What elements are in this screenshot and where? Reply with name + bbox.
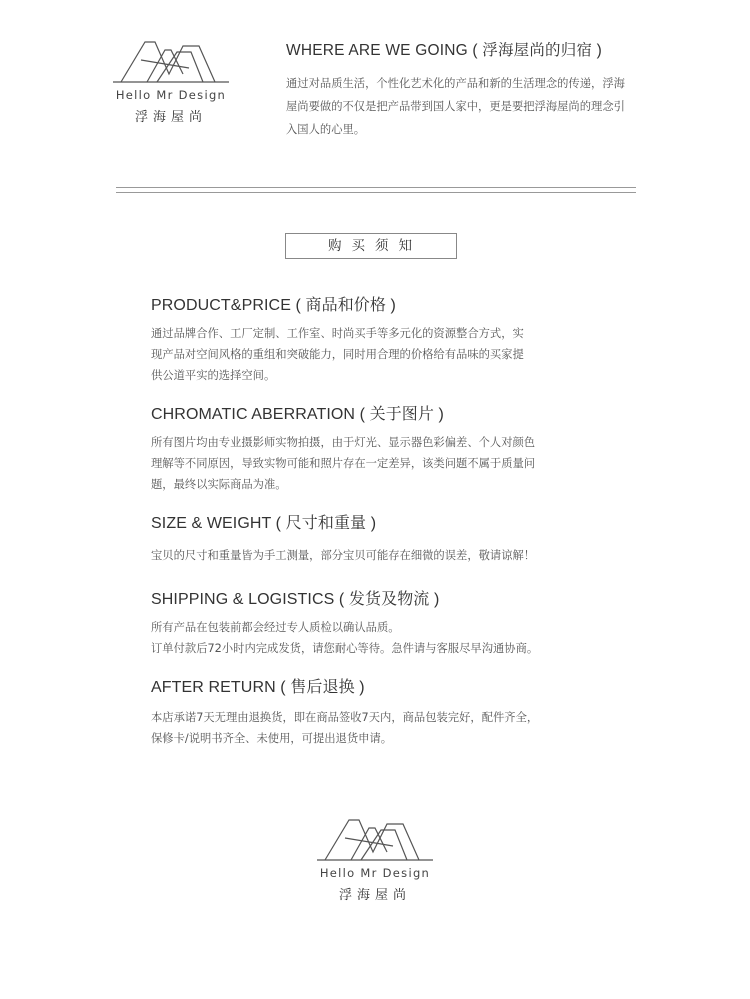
section-line: 供公道平实的选择空间。 bbox=[151, 369, 276, 382]
logo-mark-icon bbox=[313, 816, 437, 866]
brand-name-cn: 浮海屋尚 bbox=[338, 888, 411, 903]
intro-title: WHERE ARE WE GOING ( 浮海屋尚的归宿 ) bbox=[286, 42, 603, 59]
section-size-weight bbox=[151, 510, 611, 566]
intro-block bbox=[286, 38, 646, 141]
section-line: 本店承诺7天无理由退换货，即在商品签收7天内，商品包装完好，配件齐全， bbox=[151, 711, 539, 724]
section-line: 订单付款后72小时内完成发货，请您耐心等待。急件请与客服尽早沟通协商。 bbox=[151, 642, 539, 655]
section-product-price bbox=[151, 292, 611, 386]
divider-line bbox=[116, 187, 636, 188]
section-line: 所有图片均由专业摄影师实物拍摄，由于灯光、显示器色彩偏差、个人对颜色 bbox=[151, 436, 536, 449]
section-line: 理解等不同原因，导致实物可能和照片存在一定差异，该类问题不属于质量问 bbox=[151, 457, 536, 470]
section-line: 宝贝的尺寸和重量皆为手工测量，部分宝贝可能存在细微的误差，敬请谅解！ bbox=[151, 549, 536, 562]
brand-name-cn: 浮海屋尚 bbox=[134, 110, 207, 125]
brand-name-en: Hello Mr Design bbox=[115, 88, 227, 102]
brand-logo-top bbox=[108, 38, 234, 125]
section-title: PRODUCT&PRICE ( 商品和价格 ) bbox=[151, 297, 396, 314]
section-line: 现产品对空间风格的重组和突破能力，同时用合理的价格给有品味的买家提 bbox=[151, 348, 524, 361]
section-line: 所有产品在包装前都会经过专人质检以确认品质。 bbox=[151, 621, 400, 634]
section-line: 保修卡/说明书齐全、未使用，可提出退货申请。 bbox=[151, 732, 393, 745]
section-title: AFTER RETURN ( 售后退换 ) bbox=[151, 679, 365, 696]
section-title: SIZE & WEIGHT ( 尺寸和重量 ) bbox=[151, 515, 377, 532]
purchase-notice-heading: 购买须知 bbox=[285, 233, 457, 259]
intro-body: 通过对品质生活，个性化艺术化的产品和新的生活理念的传递，浮海屋尚要做的不仅是把产品带到国人家中，更是要把浮海屋尚的理念引入国人的心里。 bbox=[286, 77, 625, 136]
brand-name-en: Hello Mr Design bbox=[319, 866, 431, 880]
divider-line bbox=[116, 192, 636, 193]
section-line: 题，最终以实际商品为准。 bbox=[151, 478, 287, 491]
logo-mark-icon bbox=[111, 38, 231, 88]
section-line: 通过品牌合作、工厂定制、工作室、时尚买手等多元化的资源整合方式，实 bbox=[151, 327, 524, 340]
section-title: SHIPPING & LOGISTICS ( 发货及物流 ) bbox=[151, 591, 440, 608]
section-shipping-logistics bbox=[151, 586, 611, 659]
section-chromatic-aberration bbox=[151, 401, 611, 495]
brand-logo-bottom bbox=[310, 816, 440, 903]
section-after-return bbox=[151, 674, 611, 749]
section-title: CHROMATIC ABERRATION ( 关于图片 ) bbox=[151, 406, 444, 423]
